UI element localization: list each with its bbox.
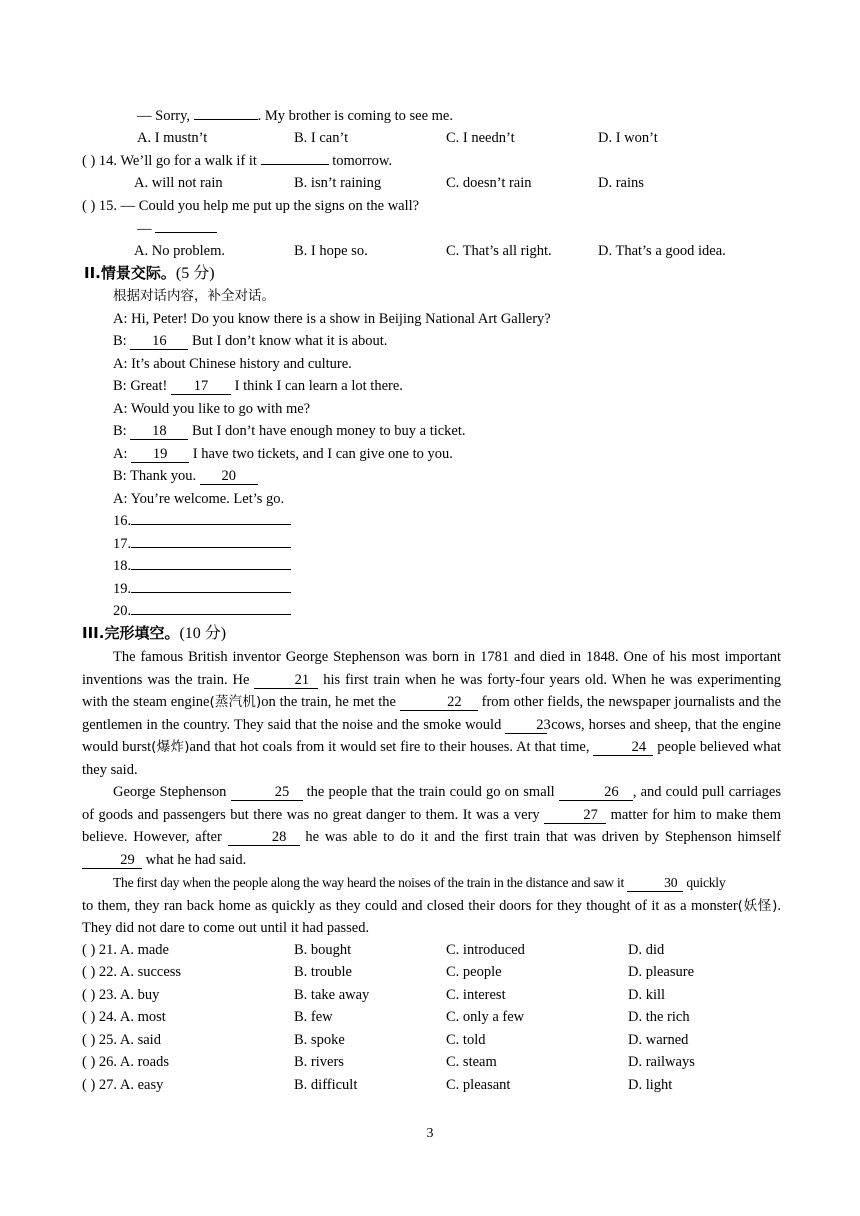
q15-option-d[interactable]: D. That’s a good idea. [598,243,726,259]
cloze-paragraph-1: The famous British inventor George Stephenson was born in 1781 and died in 1848. One of his most important inventions was the train. He 21 his first train when he was forty-four years old. When he was experimenting with the steam engine(蒸汽机)on the train, he met the 22 from other fields, the newspaper journalists and the gentlemen in the country. They said that the noise and the smoke would 23 cows, horses and sheep, that the engine would burst(爆炸)and that hot coals from it would set fire to their houses. At that time, 24 people believed what they said. [82,649,782,778]
q14-option-b[interactable]: B. isn’t raining [294,175,382,191]
choice-row-21 [82,940,169,960]
dialogue-line-9: A: You’re welcome. Let’s go. [113,491,285,507]
section3-heading: III.完形填空。(10 分) [82,624,227,642]
q24-option-a[interactable]: 24. A. most [98,1009,166,1025]
answer-field-16[interactable] [131,524,291,525]
q13-prompt: — Sorry, . My brother is coming to see me. [137,108,453,124]
q13-option-a[interactable]: A. I mustn’t [137,130,208,146]
q14-option-d[interactable]: D. rains [598,175,644,191]
q26-option-b[interactable]: B. rivers [294,1054,344,1070]
q22-option-a[interactable]: 22. A. success [98,964,182,980]
answer-field-18[interactable] [131,569,291,570]
blank-27[interactable]: 27 [544,807,606,824]
q13-option-c[interactable]: C. I needn’t [446,130,515,146]
q25-answer-paren[interactable]: ( ) [82,1032,96,1048]
q13-option-d[interactable]: D. I won’t [598,130,658,146]
blank-17[interactable]: 17 [171,378,231,395]
q24-option-b[interactable]: B. few [294,1009,333,1025]
blank-26[interactable]: 26 [559,784,633,801]
dialogue-line-3: A: It’s about Chinese history and culture. [113,356,352,372]
blank-20[interactable]: 20 [200,468,258,485]
q27-option-c[interactable]: C. pleasant [446,1077,511,1093]
dialogue-line-8: B: Thank you. 20 [113,466,258,486]
page-number: 3 [426,1126,434,1141]
q15-option-b[interactable]: B. I hope so. [294,243,368,259]
q22-option-b[interactable]: B. trouble [294,964,352,980]
q23-answer-paren[interactable]: ( ) [82,987,96,1003]
choice-row-25 [82,1030,161,1050]
q25-option-a[interactable]: 25. A. said [98,1032,161,1048]
q14-blank[interactable] [261,164,329,165]
q14-answer-paren[interactable]: ( ) [82,153,96,169]
blank-19[interactable]: 19 [131,446,189,463]
q23-option-c[interactable]: C. interest [446,987,506,1003]
q14-prompt: ( ) 14. We’ll go for a walk if it tomorrow. [82,153,393,169]
blank-18[interactable]: 18 [130,423,188,440]
q26-option-d[interactable]: D. railways [628,1054,695,1070]
blank-21[interactable]: 21 [254,672,318,689]
choice-row-22 [82,962,181,982]
q21-option-c[interactable]: C. introduced [446,942,525,958]
q21-option-a[interactable]: 21. A. made [98,942,169,958]
blank-28[interactable]: 28 [228,829,300,846]
choice-row-26 [82,1052,169,1072]
q24-answer-paren[interactable]: ( ) [82,1009,96,1025]
q21-answer-paren[interactable]: ( ) [82,942,96,958]
choice-row-27 [82,1075,163,1095]
q26-answer-paren[interactable]: ( ) [82,1054,96,1070]
section2-instruction: 根据对话内容，补全对话。 [113,288,275,304]
dialogue-line-5: A: Would you like to go with me? [113,401,311,417]
q15-option-c[interactable]: C. That’s all right. [446,243,552,259]
q26-option-a[interactable]: 26. A. roads [98,1054,170,1070]
blank-25[interactable]: 25 [231,784,303,801]
q15-prompt: ( ) 15. — Could you help me put up the signs on the wall? [82,198,420,214]
blank-16[interactable]: 16 [130,333,188,350]
cloze-paragraph-3: The first day when the people along the way heard the noises of the train in the distance and saw it 30 quickly to them, they ran back home as quickly as they could and closed their doors for they thought of it as a monster(妖怪). They did not dare to come out until it had passed. [82,875,781,937]
answer-line-16: 16. [113,511,291,531]
answer-line-20: 20. [113,601,291,621]
dialogue-line-1: A: Hi, Peter! Do you know there is a show in Beijing National Art Gallery? [113,311,551,327]
q22-option-c[interactable]: C. people [446,964,502,980]
q13-option-b[interactable]: B. I can’t [294,130,349,146]
q24-option-d[interactable]: D. the rich [628,1009,690,1025]
q15-option-a[interactable]: A. No problem. [134,243,226,259]
section2-heading: II.情景交际。(5 分) [84,264,215,282]
q13-blank[interactable] [194,119,258,120]
q23-option-d[interactable]: D. kill [628,987,666,1003]
q22-answer-paren[interactable]: ( ) [82,964,96,980]
dialogue-line-6: B: 18 But I don’t have enough money to buy a ticket. [113,423,466,439]
q15-blank[interactable] [155,232,217,233]
answer-field-17[interactable] [131,547,291,548]
q15-answer-paren[interactable]: ( ) [82,198,96,214]
answer-field-20[interactable] [131,614,291,615]
blank-23[interactable]: 23 [505,717,547,734]
q22-option-d[interactable]: D. pleasure [628,964,695,980]
q14-option-c[interactable]: C. doesn’t rain [446,175,532,191]
answer-line-17: 17. [113,534,291,554]
answer-line-18: 18. [113,556,291,576]
blank-29[interactable]: 29 [82,852,142,869]
answer-field-19[interactable] [131,592,291,593]
q26-option-c[interactable]: C. steam [446,1054,497,1070]
choice-row-23 [82,985,159,1005]
q24-option-c[interactable]: C. only a few [446,1009,525,1025]
blank-22[interactable]: 22 [400,694,478,711]
q25-option-b[interactable]: B. spoke [294,1032,345,1048]
q27-answer-paren[interactable]: ( ) [82,1077,96,1093]
q23-option-b[interactable]: B. take away [294,987,370,1003]
q15-reply: — [137,219,217,239]
cloze-paragraph-2: George Stephenson 25 the people that the train could go on small 26 , and could pull carriages of goods and passengers but there was no great danger to them. It was a very 27 matter for him to make them believe. However, after 28 he was able to do it and the first train that was driven by Stephenson himself 29 what he had said. [82,784,782,868]
q27-option-a[interactable]: 27. A. easy [98,1077,164,1093]
dialogue-line-2: B: 16 But I don’t know what it is about. [113,333,388,349]
q14-option-a[interactable]: A. will not rain [134,175,223,191]
answer-line-19: 19. [113,579,291,599]
q27-option-b[interactable]: B. difficult [294,1077,358,1093]
choice-row-24 [82,1007,166,1027]
q21-option-d[interactable]: D. did [628,942,665,958]
q25-option-d[interactable]: D. warned [628,1032,689,1048]
q21-option-b[interactable]: B. bought [294,942,352,958]
dialogue-line-7: A: 19 I have two tickets, and I can give one to you. [113,446,453,462]
dialogue-line-4: B: Great! 17 I think I can learn a lot there. [113,378,403,394]
blank-30[interactable]: 30 [627,875,683,892]
q25-option-c[interactable]: C. told [446,1032,486,1048]
blank-24[interactable]: 24 [593,739,653,756]
q27-option-d[interactable]: D. light [628,1077,673,1093]
q23-option-a[interactable]: 23. A. buy [98,987,160,1003]
